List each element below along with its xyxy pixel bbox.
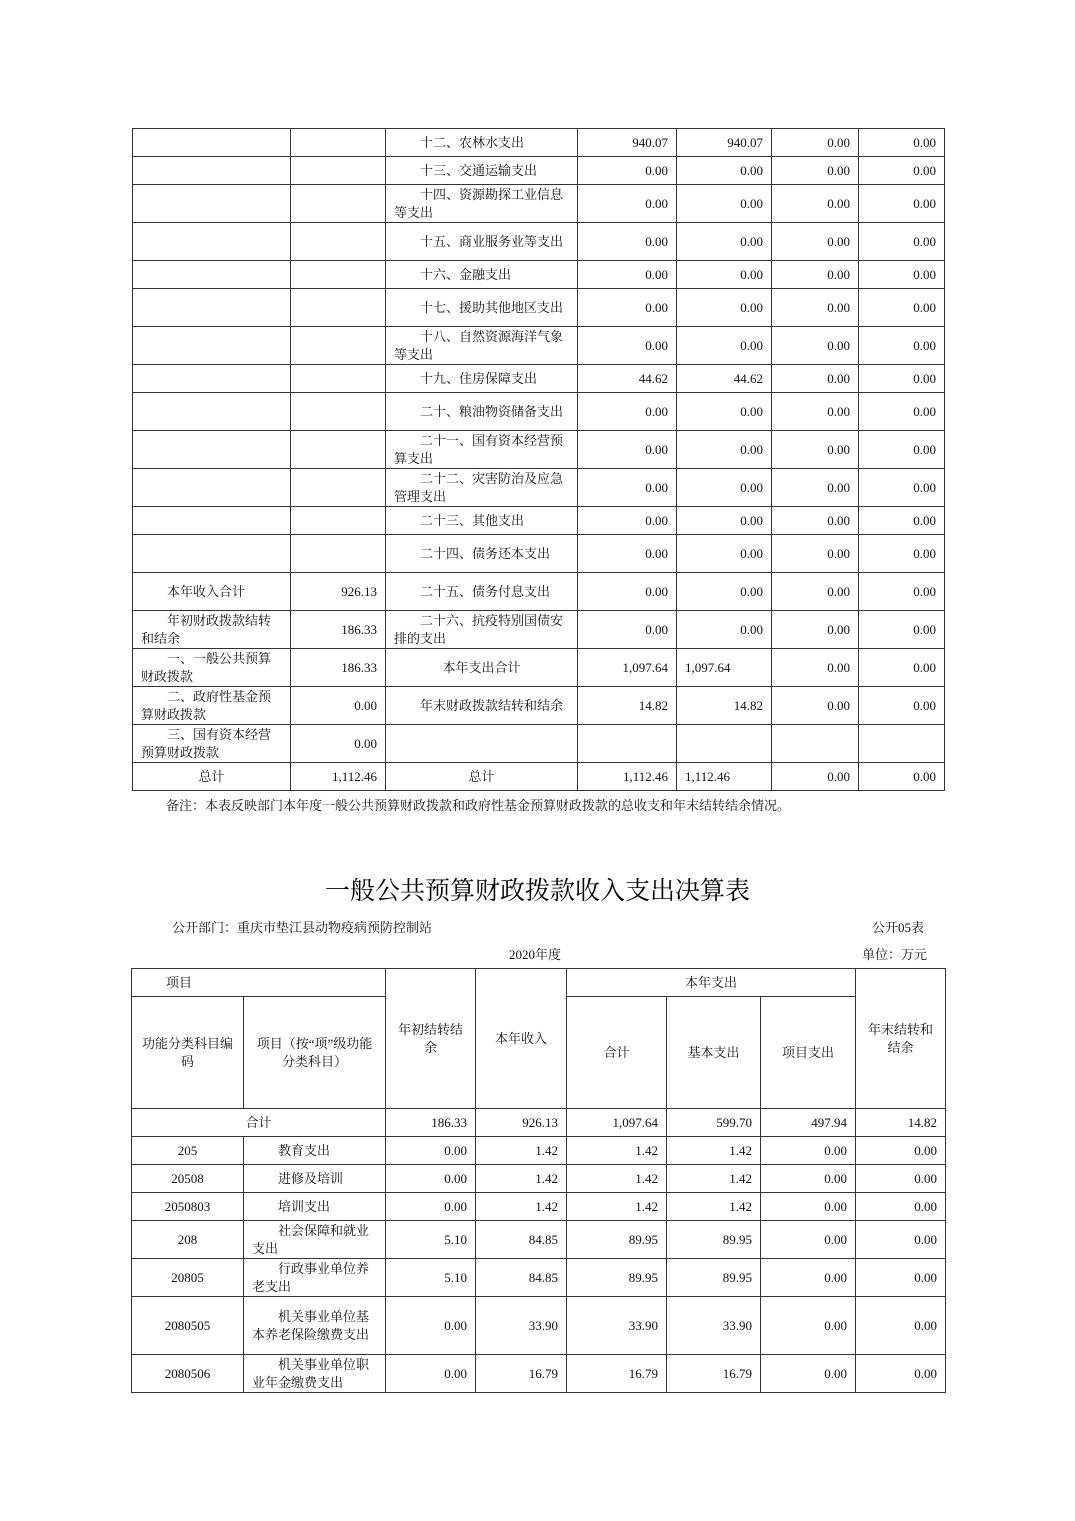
- table-row: [133, 507, 945, 535]
- cell-value: 33.90: [567, 1297, 667, 1355]
- cell-value: 84.85: [476, 1221, 567, 1259]
- cell-label: 二十、粮油物资储备支出: [386, 393, 578, 431]
- cell-value: 0.00: [291, 725, 386, 763]
- cell-value: 89.95: [567, 1221, 667, 1259]
- cell-value: [291, 431, 386, 469]
- summary-table-body: [133, 129, 945, 791]
- table-row: [132, 1355, 946, 1393]
- cell-value: 0.00: [677, 157, 772, 185]
- cell-value: 0.00: [677, 611, 772, 649]
- cell-value: 0.00: [677, 431, 772, 469]
- cell-value: 1,112.46: [677, 763, 772, 791]
- cell-value: 0.00: [677, 469, 772, 507]
- cell-value: 0.00: [677, 535, 772, 573]
- cell-value: 0.00: [772, 687, 859, 725]
- cell-value: 5.10: [386, 1221, 476, 1259]
- table-row: [133, 431, 945, 469]
- cell-value: 0.00: [772, 327, 859, 365]
- cell-value: 0.00: [761, 1259, 856, 1297]
- cell-label: 二十四、债务还本支出: [386, 535, 578, 573]
- cell-label: [133, 431, 291, 469]
- func-code: 208: [132, 1221, 244, 1259]
- cell-value: 0.00: [859, 649, 945, 687]
- cell-value: 0.00: [578, 469, 677, 507]
- cell-value: 0.00: [677, 185, 772, 223]
- cell-value: [772, 725, 859, 763]
- cell-value: 16.79: [476, 1355, 567, 1393]
- cell-value: 0.00: [772, 185, 859, 223]
- func-code: 2080506: [132, 1355, 244, 1393]
- cell-value: 33.90: [667, 1297, 761, 1355]
- cell-value: 1.42: [476, 1193, 567, 1221]
- cell-value: 1.42: [667, 1193, 761, 1221]
- table-row: [133, 611, 945, 649]
- cell-value: 0.00: [856, 1297, 946, 1355]
- table-row: [133, 649, 945, 687]
- cell-label: [133, 157, 291, 185]
- func-code: 2080505: [132, 1297, 244, 1355]
- cell-value: 0.00: [761, 1297, 856, 1355]
- cell-label: 二十三、其他支出: [386, 507, 578, 535]
- cell-value: 0.00: [859, 611, 945, 649]
- cell-label: 十四、资源勘探工业信息等支出: [386, 185, 578, 223]
- cell-value: [291, 129, 386, 157]
- table-row: [132, 1221, 946, 1259]
- cell-value: 0.00: [856, 1221, 946, 1259]
- table-row: [133, 573, 945, 611]
- header-basic: 基本支出: [667, 997, 761, 1109]
- cell-value: 16.79: [667, 1355, 761, 1393]
- cell-value: 0.00: [772, 365, 859, 393]
- cell-value: [291, 289, 386, 327]
- item-name: 行政事业单位养老支出: [244, 1259, 386, 1297]
- cell-label: [386, 725, 578, 763]
- cell-value: [291, 507, 386, 535]
- cell-value: 0.00: [772, 431, 859, 469]
- table-row: [133, 469, 945, 507]
- cell-value: 0.00: [761, 1165, 856, 1193]
- cell-value: 0.00: [859, 393, 945, 431]
- cell-value: 0.00: [578, 223, 677, 261]
- cell-label: 十九、住房保障支出: [386, 365, 578, 393]
- cell-value: 1.42: [476, 1137, 567, 1165]
- cell-value: 497.94: [761, 1109, 856, 1137]
- cell-label: [133, 223, 291, 261]
- department-label: 公开部门：重庆市垫江县动物疫病预防控制站: [172, 920, 433, 935]
- cell-value: 0.00: [859, 129, 945, 157]
- header-item-name: 项目（按“项”级功能分类科目）: [244, 997, 386, 1109]
- cell-value: 1.42: [667, 1165, 761, 1193]
- table-note: 备注：本表反映部门本年度一般公共预算财政拨款和政府性基金预算财政拨款的总收支和年末结转结余情况。: [166, 798, 791, 813]
- cell-value: 0.00: [677, 223, 772, 261]
- item-name: 机关事业单位职业年金缴费支出: [244, 1355, 386, 1393]
- cell-value: 0.00: [578, 611, 677, 649]
- cell-value: 926.13: [476, 1109, 567, 1137]
- cell-value: 0.00: [772, 157, 859, 185]
- cell-value: 0.00: [578, 327, 677, 365]
- cell-value: 14.82: [578, 687, 677, 725]
- page-title: 一般公共预算财政拨款收入支出决算表: [324, 876, 750, 905]
- cell-value: 1.42: [567, 1193, 667, 1221]
- cell-value: [291, 365, 386, 393]
- cell-value: 0.00: [859, 573, 945, 611]
- cell-value: 0.00: [859, 763, 945, 791]
- table-row: [133, 185, 945, 223]
- cell-value: 0.00: [386, 1165, 476, 1193]
- cell-value: 0.00: [856, 1355, 946, 1393]
- header-project: 项目: [132, 969, 386, 997]
- fiscal-year: 2020年度: [509, 947, 562, 962]
- table-row: [133, 157, 945, 185]
- cell-value: 0.00: [772, 649, 859, 687]
- cell-value: 186.33: [291, 611, 386, 649]
- cell-value: 1,097.64: [567, 1109, 667, 1137]
- cell-value: 1.42: [476, 1165, 567, 1193]
- cell-value: 0.00: [772, 289, 859, 327]
- cell-value: 0.00: [859, 185, 945, 223]
- table-row: [133, 327, 945, 365]
- cell-value: [291, 469, 386, 507]
- cell-label: [133, 469, 291, 507]
- item-name: 社会保障和就业支出: [244, 1221, 386, 1259]
- cell-value: 599.70: [667, 1109, 761, 1137]
- cell-value: 0.00: [772, 223, 859, 261]
- cell-value: 0.00: [859, 687, 945, 725]
- cell-label: [133, 129, 291, 157]
- cell-value: 1.42: [667, 1137, 761, 1165]
- cell-value: 0.00: [677, 261, 772, 289]
- cell-value: 84.85: [476, 1259, 567, 1297]
- cell-label: 十六、金融支出: [386, 261, 578, 289]
- cell-value: 0.00: [386, 1193, 476, 1221]
- cell-value: 0.00: [772, 535, 859, 573]
- table-row: [132, 1137, 946, 1165]
- cell-label: [133, 289, 291, 327]
- cell-value: 0.00: [772, 763, 859, 791]
- cell-value: 0.00: [677, 507, 772, 535]
- cell-label: 十五、商业服务业等支出: [386, 223, 578, 261]
- cell-label: 总计: [386, 763, 578, 791]
- header-income: 本年收入: [476, 969, 567, 1109]
- header-project-expense: 项目支出: [761, 997, 856, 1109]
- item-name: 教育支出: [244, 1137, 386, 1165]
- cell-value: 0.00: [677, 289, 772, 327]
- table-row: [133, 223, 945, 261]
- cell-value: [291, 157, 386, 185]
- cell-value: 0.00: [856, 1193, 946, 1221]
- cell-value: 0.00: [578, 185, 677, 223]
- cell-label: [133, 365, 291, 393]
- cell-value: 33.90: [476, 1297, 567, 1355]
- cell-value: 0.00: [859, 157, 945, 185]
- cell-value: 0.00: [761, 1355, 856, 1393]
- cell-value: 0.00: [578, 507, 677, 535]
- cell-value: 0.00: [859, 289, 945, 327]
- cell-label: 二十一、国有资本经营预算支出: [386, 431, 578, 469]
- cell-value: 0.00: [578, 535, 677, 573]
- cell-value: 0.00: [772, 393, 859, 431]
- cell-value: 0.00: [859, 223, 945, 261]
- cell-value: 1,097.64: [578, 649, 677, 687]
- cell-value: 0.00: [578, 431, 677, 469]
- cell-value: 0.00: [578, 289, 677, 327]
- cell-value: 186.33: [291, 649, 386, 687]
- cell-value: 1,112.46: [291, 763, 386, 791]
- cell-value: 940.07: [677, 129, 772, 157]
- cell-value: 926.13: [291, 573, 386, 611]
- cell-label: 二十六、抗疫特别国债安排的支出: [386, 611, 578, 649]
- cell-value: 0.00: [772, 573, 859, 611]
- cell-value: 0.00: [761, 1137, 856, 1165]
- cell-label: [133, 185, 291, 223]
- header-begin-balance: 年初结转结余: [386, 969, 476, 1109]
- cell-label: 年初财政拨款结转和结余: [133, 611, 291, 649]
- cell-value: 0.00: [677, 393, 772, 431]
- cell-value: [677, 725, 772, 763]
- total-label: 合计: [132, 1109, 386, 1137]
- cell-value: 0.00: [578, 261, 677, 289]
- expense-table-body: [132, 1109, 946, 1393]
- func-code: 20805: [132, 1259, 244, 1297]
- cell-value: 0.00: [859, 431, 945, 469]
- func-code: 20508: [132, 1165, 244, 1193]
- cell-value: [859, 725, 945, 763]
- cell-value: 44.62: [677, 365, 772, 393]
- cell-label: 二十五、债务付息支出: [386, 573, 578, 611]
- cell-value: 0.00: [856, 1259, 946, 1297]
- cell-value: 0.00: [291, 687, 386, 725]
- cell-label: [133, 327, 291, 365]
- cell-value: 0.00: [578, 393, 677, 431]
- table-row: [132, 1297, 946, 1355]
- general-budget-expense-table: [131, 968, 946, 1393]
- cell-value: 0.00: [761, 1221, 856, 1259]
- cell-label: 十七、援助其他地区支出: [386, 289, 578, 327]
- cell-value: 44.62: [578, 365, 677, 393]
- cell-value: [291, 185, 386, 223]
- cell-value: 1.42: [567, 1137, 667, 1165]
- table-row: [133, 763, 945, 791]
- cell-label: [133, 261, 291, 289]
- cell-value: 940.07: [578, 129, 677, 157]
- unit-label: 单位：万元: [862, 947, 928, 962]
- cell-value: 0.00: [859, 327, 945, 365]
- item-name: 进修及培训: [244, 1165, 386, 1193]
- cell-value: 0.00: [859, 469, 945, 507]
- cell-value: 1,097.64: [677, 649, 772, 687]
- cell-value: 14.82: [677, 687, 772, 725]
- cell-value: 0.00: [772, 507, 859, 535]
- cell-value: 1.42: [567, 1165, 667, 1193]
- cell-label: 三、国有资本经营预算财政拨款: [133, 725, 291, 763]
- cell-label: 本年收入合计: [133, 573, 291, 611]
- cell-value: 0.00: [859, 535, 945, 573]
- cell-value: 16.79: [567, 1355, 667, 1393]
- cell-value: 0.00: [386, 1137, 476, 1165]
- table-row: [133, 687, 945, 725]
- cell-label: 十八、自然资源海洋气象等支出: [386, 327, 578, 365]
- header-current-expense: 本年支出: [567, 969, 856, 997]
- func-code: 205: [132, 1137, 244, 1165]
- cell-value: 0.00: [677, 573, 772, 611]
- item-name: 机关事业单位基本养老保险缴费支出: [244, 1297, 386, 1355]
- cell-label: 十二、农林水支出: [386, 129, 578, 157]
- func-code: 2050803: [132, 1193, 244, 1221]
- cell-value: 0.00: [772, 469, 859, 507]
- header-func-code: 功能分类科目编码: [132, 997, 244, 1109]
- cell-value: 5.10: [386, 1259, 476, 1297]
- cell-label: [133, 507, 291, 535]
- table-row: [133, 365, 945, 393]
- cell-value: 0.00: [772, 261, 859, 289]
- cell-value: 89.95: [667, 1259, 761, 1297]
- table-row: [133, 289, 945, 327]
- cell-value: 0.00: [859, 365, 945, 393]
- cell-value: [291, 535, 386, 573]
- cell-label: 本年支出合计: [386, 649, 578, 687]
- cell-value: 0.00: [677, 327, 772, 365]
- header-end-balance: 年末结转和结余: [856, 969, 946, 1109]
- header-row-1: [132, 969, 946, 997]
- table-total-row: [132, 1109, 946, 1137]
- cell-value: [291, 261, 386, 289]
- cell-value: [291, 393, 386, 431]
- table-row: [133, 261, 945, 289]
- cell-value: 0.00: [859, 507, 945, 535]
- cell-value: 0.00: [772, 611, 859, 649]
- header-total: 合计: [567, 997, 667, 1109]
- item-name: 培训支出: [244, 1193, 386, 1221]
- income-expense-summary-table: [132, 128, 945, 791]
- cell-label: 总计: [133, 763, 291, 791]
- cell-value: 0.00: [386, 1355, 476, 1393]
- cell-label: 十三、交通运输支出: [386, 157, 578, 185]
- table-row: [133, 393, 945, 431]
- cell-value: [578, 725, 677, 763]
- table-row: [133, 535, 945, 573]
- cell-value: 0.00: [386, 1297, 476, 1355]
- cell-value: 0.00: [856, 1165, 946, 1193]
- cell-value: [291, 327, 386, 365]
- cell-value: 0.00: [772, 129, 859, 157]
- table-row: [133, 725, 945, 763]
- cell-value: 0.00: [578, 157, 677, 185]
- cell-value: 1,112.46: [578, 763, 677, 791]
- cell-label: 二、政府性基金预算财政拨款: [133, 687, 291, 725]
- table-row: [133, 129, 945, 157]
- cell-label: 年末财政拨款结转和结余: [386, 687, 578, 725]
- table-row: [132, 1193, 946, 1221]
- table-row: [132, 1259, 946, 1297]
- cell-value: 186.33: [386, 1109, 476, 1137]
- cell-value: 0.00: [859, 261, 945, 289]
- cell-value: 0.00: [761, 1193, 856, 1221]
- cell-value: 89.95: [667, 1221, 761, 1259]
- cell-value: 14.82: [856, 1109, 946, 1137]
- cell-label: [133, 535, 291, 573]
- cell-label: 一、一般公共预算财政拨款: [133, 649, 291, 687]
- table-row: [132, 1165, 946, 1193]
- cell-label: 二十二、灾害防治及应急管理支出: [386, 469, 578, 507]
- cell-value: 0.00: [578, 573, 677, 611]
- table-number: 公开05表: [872, 920, 925, 935]
- cell-label: [133, 393, 291, 431]
- cell-value: 0.00: [856, 1137, 946, 1165]
- cell-value: 89.95: [567, 1259, 667, 1297]
- cell-value: [291, 223, 386, 261]
